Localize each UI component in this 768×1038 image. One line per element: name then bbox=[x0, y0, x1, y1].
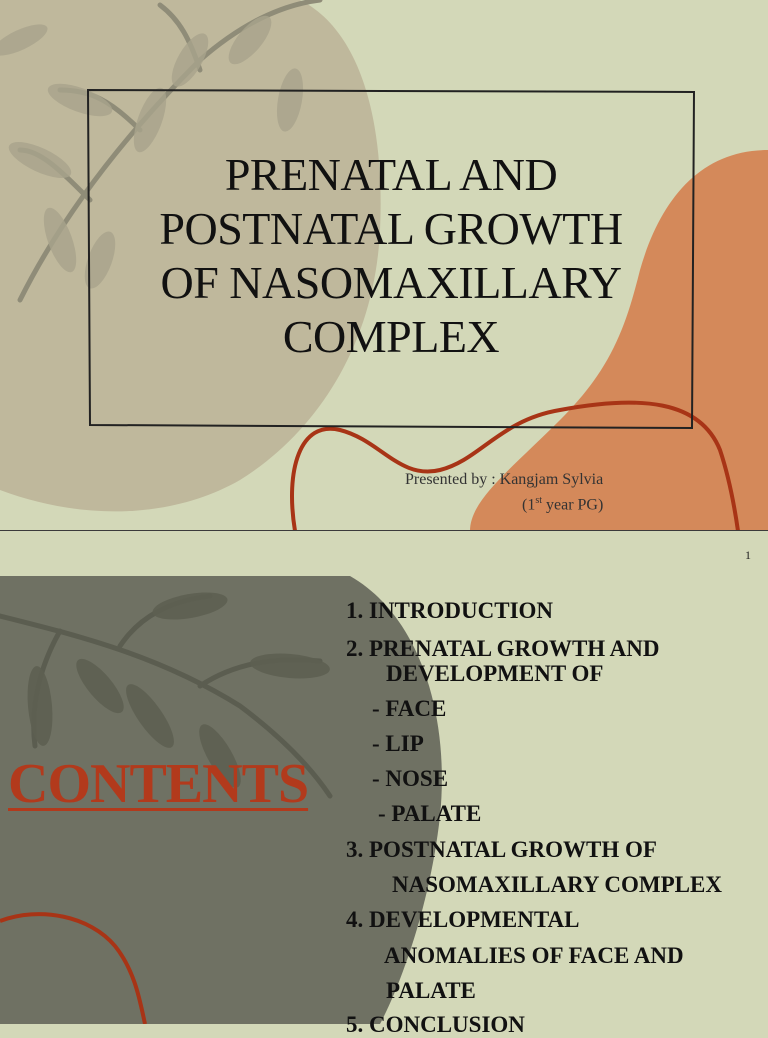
toc-item: 1. INTRODUCTION bbox=[346, 598, 554, 623]
toc-item: 5. CONCLUSION bbox=[346, 1012, 525, 1037]
toc-item: PALATE bbox=[386, 978, 476, 1003]
title-line-3: OF NASOMAXILLARY bbox=[160, 257, 622, 308]
title-line-4: COMPLEX bbox=[282, 311, 500, 362]
toc-item: - NOSE bbox=[372, 766, 449, 791]
toc-item: 3. POSTNATAL GROWTH OF bbox=[346, 837, 657, 862]
toc-item: DEVELOPMENT OF bbox=[386, 661, 604, 686]
contents-heading: CONTENTS bbox=[8, 753, 309, 815]
toc-item: - LIP bbox=[372, 731, 424, 756]
year-suffix: year PG) bbox=[542, 496, 604, 514]
toc-item: - FACE bbox=[372, 696, 447, 721]
title-line-1: PRENATAL AND bbox=[224, 149, 558, 200]
slide-separator bbox=[0, 530, 768, 531]
slide-title bbox=[88, 148, 694, 364]
year-sup: st bbox=[535, 495, 542, 506]
year-prefix: (1 bbox=[522, 496, 536, 514]
toc-item: ANOMALIES OF FACE AND bbox=[384, 943, 684, 968]
toc-item: NASOMAXILLARY COMPLEX bbox=[392, 872, 722, 897]
year-text bbox=[522, 495, 603, 514]
title-line-2: POSTNATAL GROWTH bbox=[159, 203, 623, 254]
toc-item: 2. PRENATAL GROWTH AND bbox=[346, 636, 660, 661]
toc-item: 4. DEVELOPMENTAL bbox=[346, 907, 580, 932]
presenter-text: Presented by : Kangjam Sylvia bbox=[405, 471, 604, 488]
page-number: 1 bbox=[745, 548, 751, 562]
toc-item: - PALATE bbox=[378, 801, 482, 826]
